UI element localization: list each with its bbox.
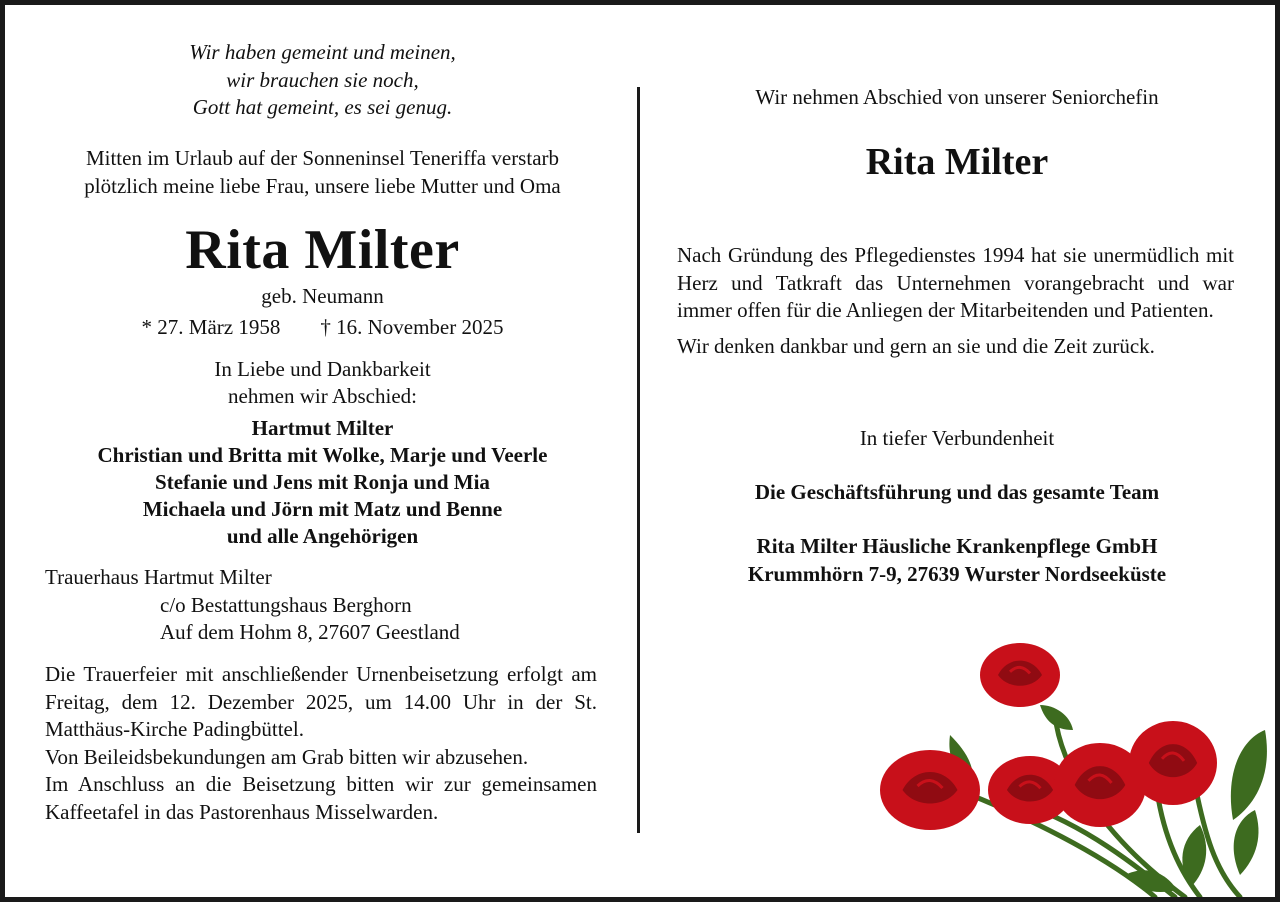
service-paragraph: Von Beileidsbekundungen am Grab bitten wir abzusehen. <box>45 744 529 769</box>
announcement-line: plötzlich meine liebe Frau, unsere liebe Mutter und Oma <box>84 173 561 198</box>
mourner-entry: Christian und Britta mit Wolke, Marje und Veerle <box>97 443 548 467</box>
mourner-entry: Hartmut Milter <box>251 416 394 440</box>
motto-verse <box>45 39 600 122</box>
red-roses-icon <box>855 635 1280 902</box>
address-line: Auf dem Hohm 8, 27607 Geestland <box>160 620 460 644</box>
announcement-line: Mitten im Urlaub auf der Sonneninsel Teneriffa verstarb <box>85 146 560 170</box>
birth-date: * 27. März 1958 <box>141 315 281 339</box>
life-dates <box>45 314 600 341</box>
farewell-line: nehmen wir Abschied: <box>228 384 417 408</box>
signatory-team: Die Geschäftsführung und das gesamte Team <box>754 480 1160 504</box>
motto-line: Wir haben gemeint und meinen, <box>189 40 456 64</box>
service-paragraph: Im Anschluss an die Beisetzung bitten wir zur gemeinsamen Kaffeetafel in das Pastorenhaus Misselwarden. <box>45 772 597 824</box>
mourner-entry: Michaela und Jörn mit Matz und Benne <box>142 497 503 521</box>
motto-line: wir brauchen sie noch, <box>226 67 419 92</box>
company-signature <box>677 532 1237 588</box>
company-name: Rita Milter Häusliche Krankenpflege GmbH <box>756 534 1158 558</box>
mourner-entry: Stefanie und Jens mit Ronja und Mia <box>155 470 490 494</box>
death-announcement <box>45 145 600 200</box>
address-line: Trauerhaus Hartmut Milter <box>45 565 272 589</box>
closing-phrase: In tiefer Verbundenheit <box>859 426 1055 450</box>
address-line: c/o Bestattungshaus Berghorn <box>160 592 412 617</box>
company-farewell-heading: Wir nehmen Abschied von unserer Seniorchefin <box>755 85 1159 109</box>
tribute-paragraph: Wir denken dankbar und gern an sie und die Zeit zurück. <box>677 333 1155 358</box>
farewell-line: In Liebe und Dankbarkeit <box>214 357 431 381</box>
mourners-list <box>45 415 600 550</box>
motto-line: Gott hat gemeint, es sei genug. <box>192 95 453 119</box>
mourning-house-address <box>45 564 600 647</box>
mourner-entry: und alle Angehörigen <box>226 524 419 548</box>
funeral-service-info <box>45 661 597 826</box>
deceased-name: Rita Milter <box>185 219 460 281</box>
column-divider <box>637 87 640 833</box>
birth-name: geb. Neumann <box>261 284 384 308</box>
death-date: † 16. November 2025 <box>320 315 504 339</box>
tribute-paragraph: Nach Gründung des Pflegedienstes 1994 hat sie unermüdlich mit Herz und Tatkraft das Unternehmen vorangebracht und war immer offen für die Anliegen der Mitarbeitenden und Patienten. <box>677 243 1234 322</box>
company-tribute <box>677 242 1234 360</box>
company-address: Krummhörn 7-9, 27639 Wurster Nordseeküste <box>747 562 1167 586</box>
farewell-text <box>45 356 600 410</box>
service-paragraph: Die Trauerfeier mit anschließender Urnenbeisetzung erfolgt am Freitag, dem 12. Dezember 2025, um 14.00 Uhr in der St. Matthäus-Kirche Padingbüttel. <box>45 662 597 741</box>
company-deceased-name: Rita Milter <box>865 141 1049 183</box>
